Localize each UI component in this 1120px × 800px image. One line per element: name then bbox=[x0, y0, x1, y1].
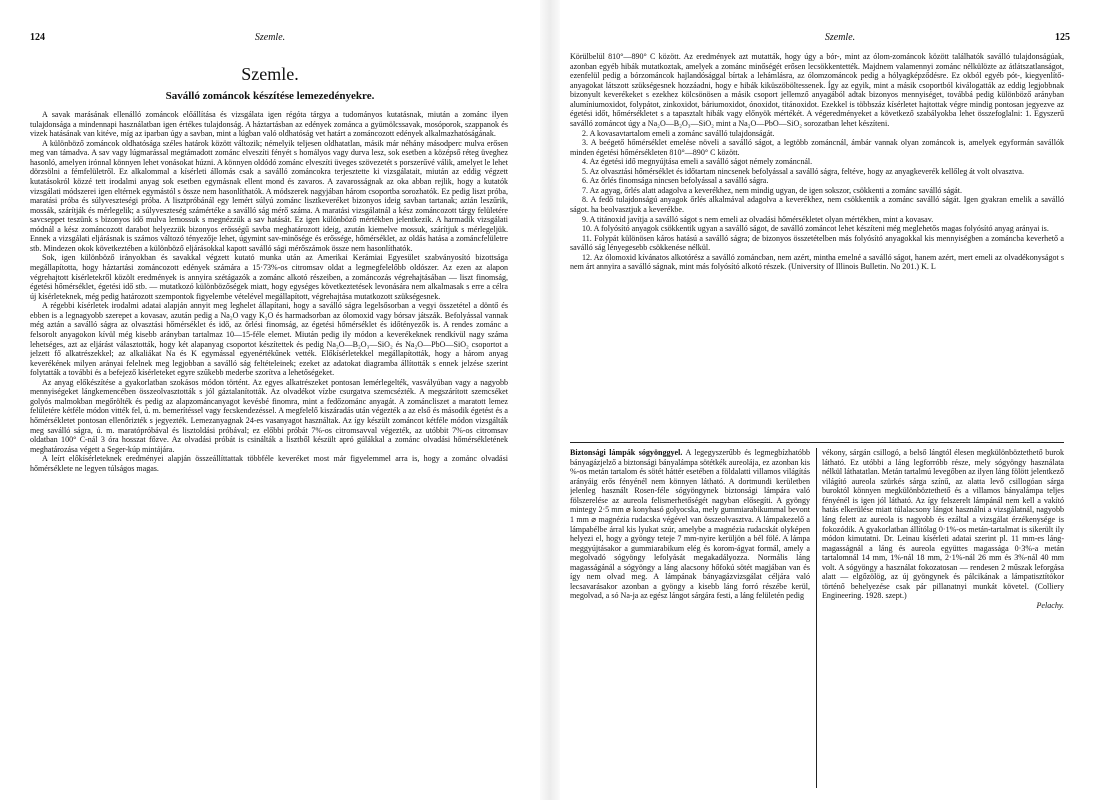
left-paragraph: Az anyag előkészítése a gyakorlatban szokásos módon történt. Az egyes alkatrészeket pontosan lemérlegelték, vasvályúban vagy a nagyobb mennyiségeket lángkemencében összeolvasztották s jól gáztalanították. Az olvadékot vízbe csurgatva szemcsézték. A megszárított szemcséket golyós malmokban megőrölték és pedig az alapzománcanyagot kevésbé finomra, mint a fedőzománc anyagát. A zománcliszet a maratott lemez felületére kétféle módon vitték fel, ú. m. bemerítéssel vagy fecskendezéssel. A megfelelő kiszáradás után végezték a az első és második égetést és a hőmérsékletet pontosan ellenőrizték s jegyezték. Lemezanyagnak 24-es vasanyagot használtak. Az így készült zománcot kétféle módon vizsgálták meg saválló ságra, ú. m. maratópróbával és lisztoldási próbával; ez előbbi próbát 7%-os citromsavval végezték, az utóbbit 7%-os citromsav oldatban 100° C-nál 3 óra hosszat főzve. Az olvadási próbát is csinálták a lisztből készült apró gúlákkal a zománc olvadási hőmérsékletének meghatározása végett a Seger-kúp mintájára. bbox=[30, 377, 508, 454]
left-paragraph: A leírt előkísérleteknek eredményei alapján összeállíttattak többféle keveréket most már figyelemmel arra is, hogy a zománc olvadási hőmérséklete ne legyen túlságos magas. bbox=[30, 454, 508, 473]
lamp-article-text-1: A legegyszerűbb és legmegbízhatóbb bányagázjelző a biztonsági bányalámpa sötétkék aureolája, ez azonban kis %-os metán tartalom és sötét háttér esetében a földalatti villamos világítás arányáig erős fényénél nem könnyen látható. A dortmundi kerületben jelenleg használt Rosen-féle sógyöngynek biztonsági lámpára való fölszerelése az aureola felismerhetőségét nagyban elősegíti. A gyöngy mintegy 2·5 mm ⌀ konyhasó golyocska, mely gummiarabikummal bevont 1 mm ⌀ magnézia rudacska végével van összeolvasztva. A lámpakezelő a lámpabélbe árral kis lyukat szúr, amelybe a magnézia rudacskát olyképen helyezi el, hogy a gyöngy teteje 7 mm-nyire kerüljön a bél fölé. A lámpa meggyújtásakor a gummiarabikum elég és korom-ágyat formál, amely a megolvadó sógyöngy lefolyását megakadályozza. Normális láng magasságánál a sógyöngy a láng alacsony hőfokú sötét magjában van és így nem olvad meg. A lámpának bányagázvizsgálat céljára való lecsavarásakor azonban a gyöngy a kisebb láng forró részébe kerül, megolvad, a só Na-ja az egész lángot sárgára festi, a láng felületén pedig bbox=[570, 448, 810, 601]
left-paragraph: Sok, igen különböző irányokban és savakkal végzett kutató munka után az Amerikai Kerámiai Egyesület szabványosító bizottsága megállapította, hogy háztartási zománcozott edények számára a 15·73%-os citromsav oldat a legmegfelelőbb oldószer. Az ezen az alapon végrehajtott kísérletekről közölt eredmények is annyira szétágazók a zománc alkotó részeiben, a zománcozás végrehajtásában — liszt finomság, égetési hőmérséklet, égetési idő stb. — mutatkozó különbözőségek miatt, hogy egységes következtetések levonására nem alkalmasak s erre a célra új kísérleteknek, még pedig határozott szempontok figyelembe vételével megállapított, végrehajtása mutatkozott szükségesnek. bbox=[30, 253, 508, 301]
right-paragraph: 7. Az agyag, őrlés alatt adagolva a keverékhez, nem mindig ugyan, de igen sokszor, csökkenti a zománc saválló ságát. bbox=[582, 185, 962, 195]
left-page bbox=[0, 0, 540, 800]
right-paragraph: 9. A titánoxid javítja a saválló ságot s nem emeli az olvadási hőmérsékletet olyan mértékben, mint a kovasav. bbox=[582, 214, 934, 224]
lamp-article-first-paragraph bbox=[570, 448, 810, 601]
lamp-column-right bbox=[822, 448, 1064, 793]
right-running-head: Szemle. bbox=[824, 32, 856, 43]
right-page-number: 125 bbox=[1055, 32, 1070, 43]
left-paragraph: A régebbi kísérletek irodalmi adatai alapján annyit meg leghelet állapítani, hogy a saválló ságra legelsősorban a vegyi összetétel a döntő és ebben is a legnagyobb szerepet a kovasav, azután pedig a Na₂O vagy K₂O és harmadsorban az ólomoxid vagy bórsav játszák. Befolyással vannak még aztán a saválló ságra az olvasztási hőmérséklet és idő, az őrlési finomság, az égetési hőmérséklet és időtényezők is. A rendes zománc a felsorolt anyagokon kívül még kisebb arányban tartalmaz 10—15-féle elemet. Miután pedig ily módon a keverékeknek rendkívül nagy száma lehetséges, azt az eljárást választották, hogy két alapanyag csoportot készítettek és pedig Na₂O—B₂O₃—SiO₂ és Na₂O—PbO—SiO₂ csoportot a jelzett fő alkatrészekkel; az alkaliákat Na és K egymással egyenértékűnek vették. Előkísérletekkel megállapították, hogy a három anyag keverékének milyen arányai felelnek meg legjobban a saválló ság feltételeinek; ezeket az adatokat diagramba állították s ennek jelzése szerint folytatták a további és a befejező kísérleteket egyre szűkebb mederbe szorítva a lehetőségeket. bbox=[30, 301, 508, 378]
right-paragraph: 10. A folyósító anyagok csökkentik ugyan a saválló ságot, de saválló zománcot lehet készíteni még meglehetős magas folyósító anyag arányai is. bbox=[582, 224, 1049, 234]
lamp-column-left bbox=[570, 448, 810, 793]
right-body bbox=[570, 52, 1064, 440]
left-paragraph: A savak marásának ellenálló zománcok előállítása és vizsgálata igen régóta tárgya a tudományos kutatásnak, miután a zománc ilyen tulajdonsága a mindennapi használatban igen értékes tulajdonság. A háztartásban az edények zománca a gyümölcssavak, mosóporok, szappanok és vizek hatásának van kitéve, míg az iparban úgy a savban, mint a lúgban való oldhatóság vet határt a zománcozott edények alkalmazhatóságának. bbox=[30, 110, 508, 139]
lamp-signature: Pelachy. bbox=[1036, 601, 1064, 610]
left-paragraph: A különböző zománcok oldhatósága széles határok között változik; némelyik teljesen oldhatatlan, másik már néhány másodperc mulva erősen meg van támadva. A sav vagy lúgmarással megtámadott zománc elveszíti fényét s homályos vagy durva lesz, sok esetben a középső réteg üveghez hasonló, amelyen irónnal könnyen lehet vonásokat húzni. A könnyen oldódó zománc elveszíti üveges szövezetét s porszerűvé válik, amelyet le lehet dörzsölni a fémfelületről. Ez alkalommal a kísérleti állomás csak a saválló zománcokra terjesztette ki vizsgálatait, miután az eddig végzett kutatásokról közzé tett irodalmi anyag sok esetben egymásnak ellent mond és zavaros. A zavarosságnak az oka abban rejlik, hogy a kutatók vizsgálati módszerei igen eltérnek egymástól s össze nem hasonlíthatók. A módszerek nagyjában három csoportba sorozhatók. Ez pedig liszt próba, maratási próba és súlyveszteségi próba. A lisztpróbánál egy lemért súlyú zománc lisztkeveréket bizonyos ideig savban tartanak; aztán leszűrik, mossák, szárítják és mérlegelik; a súlyveszteség számértéke a saválló ság mérő száma. A maratási vizsgálatnál a kész zománcozott tárgy felületére savcseppet teszünk s bizonyos idő mulva lemossuk s megnézzük a sav hatását. Ez igen különböző mértékben jelentkezik. A harmadik vizsgálati módnál a kész zománcozott darabot helyezzük bizonyos erősségű savba meghatározott ideig, azután kiemelve mossuk, szárítjuk s mérlegeljük. Ennek a vizsgálati eljárásnak is számos változó tényezője lehet, úgymint sav-minősége és erőssége, hőmérséklet, az oldás hatása a zománcfelületre stb. Mindezen okok következtében a különböző eljárásokkal kapott saválló sági mérőszámok össze nem hasonlíthatók. bbox=[30, 138, 508, 253]
right-header bbox=[560, 32, 1120, 46]
right-paragraph: 4. Az égetési idő megnyújtása emeli a saválló ságot némely zománcnál. bbox=[582, 157, 813, 167]
column-divider bbox=[816, 448, 817, 788]
left-page-number: 124 bbox=[30, 32, 45, 43]
article-title: Saválló zománcok készítése lemezedényekre. bbox=[165, 90, 375, 102]
right-page bbox=[560, 0, 1120, 800]
right-paragraph: 6. Az őrlés finomsága nincsen befolyással a saválló ságra. bbox=[582, 176, 769, 186]
right-paragraph: 3. A beégető hőmérséklet emelése növeli a saválló ságot, a legtöbb zománcnál, ámbár vannak olyan zománcok is, amelyek egyformán savállók minden égetési hőmérsékleten 810°—890° C között. bbox=[570, 138, 1064, 157]
lamp-article-heading: Biztonsági lámpák sógyönggyel. bbox=[570, 448, 683, 457]
right-paragraph: 11. Folypát különösen káros hatású a saválló ságra; de bizonyos összetételben más folyósító anyagokkal kis mennyiségben a zománcba keverhető a saválló ság lényegesebb csökkenése nélkül. bbox=[570, 233, 1064, 253]
lamp-article-text-2: vékony, sárgán csillogó, a belső lángtól élesen megkülönböztethető burok látható. Ez utóbbi a láng legforróbb része, mely sógyöngy használata nélkül láthatatlan. Metán tartalmú levegőben az ilyen láng fölött jelentkező világító aureola szürkés sárga színű, az alatta levő csillogóan sárga buroktól könnyen megkülönböztethető és a villamos bányalámpa teljes fényénél is igen jól látható. Az így felszerelt lámpánál nem kell a vakító hatás elkerülése miatt túlalacsony lángot használni a vizsgálatnál, nagyobb láng felett az aureola is nagyobb és ezáltal a vizsgálat érzékenysége is fokozódik. A gyakorlatban állítólag 0·1%-os metán-tartalmat is sikerült ily módon kimutatni. Dr. Leinau kísérleti adatai szerint pl. 11 mm-es láng-magasságnál a láng és aureola együttes magassága 0·3%-a metán tartalomnál 14 mm, 1%-nál 18 mm, 2·1%-nál 26 mm és 3%-nál 40 mm volt. A sógyöngy a használat fokozatosan — rendesen 2 műszak leforgása alatt — elgőzölög, az új gyöngynek és pálcikának a lámpatisztítókor történő behelyezése csak pár pillanatnyi munkát követel. (Colliery Engineering. 1928. szept.) bbox=[822, 448, 1064, 601]
left-header bbox=[0, 32, 540, 46]
right-paragraph: 2. A kovasavtartalom emeli a zománc saválló tulajdonságát. bbox=[582, 128, 775, 138]
left-body bbox=[30, 110, 508, 790]
section-title: Szemle. bbox=[241, 64, 299, 84]
left-running-head: Szemle. bbox=[254, 32, 286, 43]
right-paragraph: 12. Az ólomoxid kívánatos alkotórész a saválló zománcban, nem azért, mintha emelné a saválló ságot, hanem azért, mert emeli az olvadékonyságot s nem árt annyira a saválló ságnak, mint más folyósító alkotó részek. (University of Illinois Bulletin. No 201.) K. L bbox=[570, 252, 1064, 272]
right-paragraph: 5. Az olvasztási hőmérséklet és időtartam nincsenek befolyással a saválló ságra, feltéve, hogy az anyagkeverék kellőleg át volt olvasztva. bbox=[582, 166, 1024, 176]
right-paragraph: Körülbelül 810°—890° C között. Az eredmények azt mutatták, hogy úgy a bór-, mint az ólom-zománcok között találhatók saválló tulajdonságúak, azonban egyéb hibák mutatkoztak, amelyek a zománc minőségét erősen lecsökkentették. Majdnem valamennyi zománc nélkülözte az átlátszatlanságot, ezenfelül pedig a bórzománcok hajlandósággal bírtak a lehámlásra, az ólomzománcok pedig a hólyagképződésre. Ez okból egyéb pót-, kiegyenlítő-anyagokat látszott szükségesnek hozzáadni, hogy e hibák kiküszöböltessenek. Így az egyik, mint a másik csoportból kiválogatták az eddig legjobbnak bizonyult keverékeket s ezekhez kölcsönösen a másik csoport jellemző anyagából adtak bizonyos mennyiséget, továbbá pedig különböző arányban alumíniumoxidot, folypátot, zinkoxidot, báriumoxidot, ónoxidot, titánoxidot. Ezekkel is többszáz kísérletet hajtottak végre mindig pontosan jegyezve az égetési időt, hőmérsékletet s a tapasztalt hibák vagy előnyök mértékét. A végeredményeket a következő szabályokba lehet összefoglalni: 1. Egyszerű saválló zománcot úgy a Na₂O—B₂O₃—SiO₂ mint a Na₂O—PbO—SiO₂ sorozatban lehet készíteni. bbox=[570, 52, 1064, 128]
page-gutter bbox=[540, 0, 560, 800]
section-divider bbox=[570, 442, 1064, 443]
right-paragraph: 8. A fedő tulajdonságú anyagok őrlés alkalmával adagolva a keverékhez, nem csökkentik a zománc saválló ságát. Igen gyakran emelik a saválló ságot. ha beolvasztjuk a keverékbe. bbox=[570, 195, 1064, 214]
